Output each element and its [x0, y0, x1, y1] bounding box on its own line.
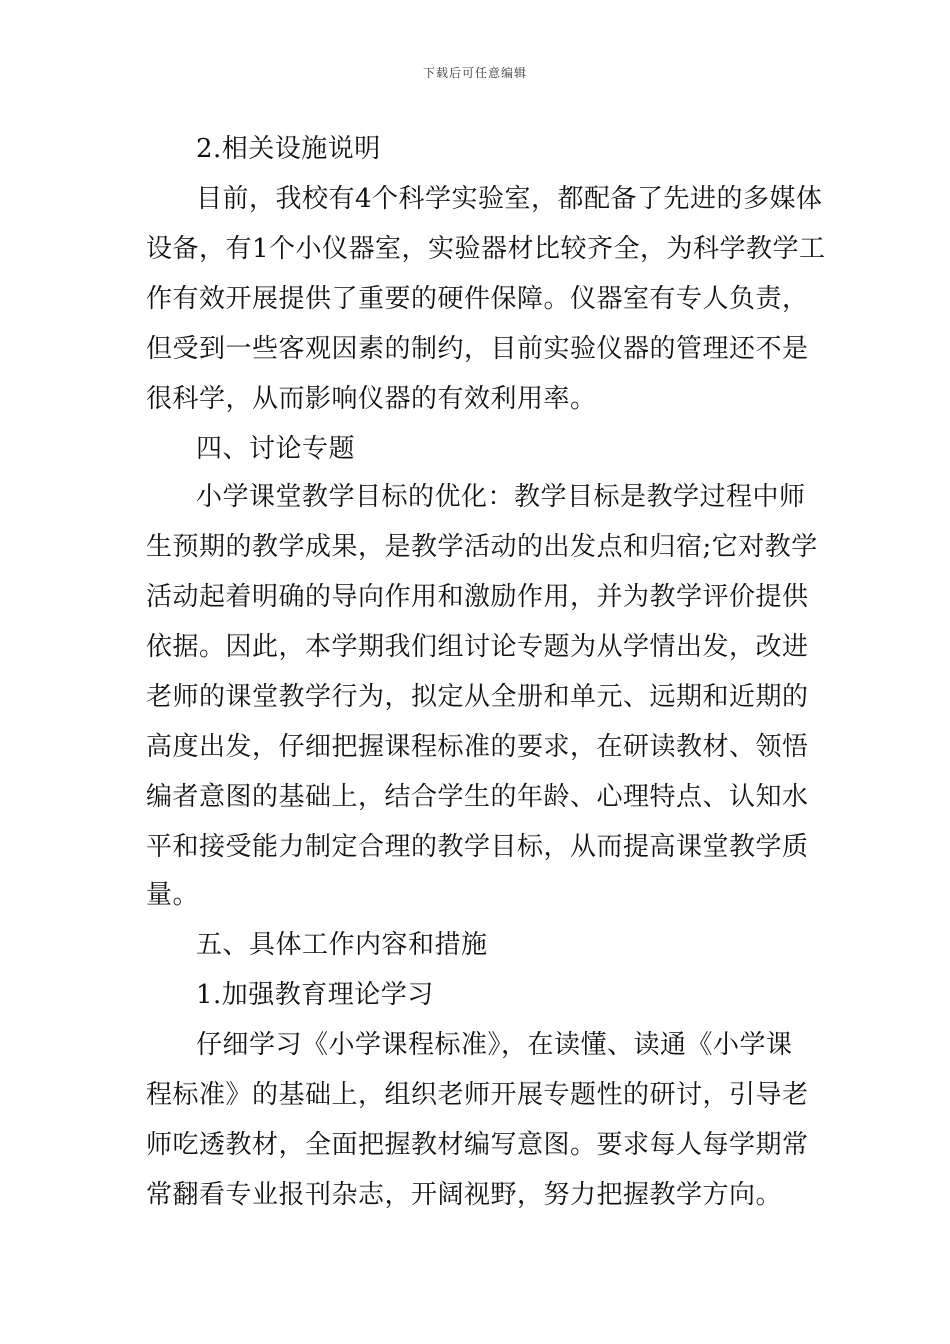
section-heading: 五、具体工作内容和措施	[196, 930, 488, 960]
paragraph-line: 高度出发，仔细把握课程标准的要求，在研读教材、领悟	[146, 732, 809, 762]
paragraph-line: 依据。因此，本学期我们组讨论专题为从学情出发，改进	[146, 632, 809, 662]
paragraph-line: 量。	[146, 880, 200, 910]
paragraph-line: 编者意图的基础上，结合学生的年龄、心理特点、认知水	[146, 782, 809, 812]
paragraph-line: 程标准》的基础上，组织老师开展专题性的研讨，引导老	[146, 1080, 809, 1110]
paragraph-line: 但受到一些客观因素的制约，目前实验仪器的管理还不是	[146, 334, 809, 364]
paragraph-line: 平和接受能力制定合理的教学目标，从而提高课堂教学质	[146, 832, 809, 862]
paragraph-line: 生预期的教学成果，是教学活动的出发点和归宿;它对教学	[146, 532, 818, 562]
paragraph-line: 仔细学习《小学课程标准》，在读懂、读通《小学课	[196, 1030, 793, 1060]
paragraph-line: 很科学，从而影响仪器的有效利用率。	[146, 384, 597, 414]
subsection-heading: 1.加强教育理论学习	[196, 980, 434, 1010]
paragraph-line: 老师的课堂教学行为，拟定从全册和单元、远期和近期的	[146, 682, 809, 712]
paragraph-line: 活动起着明确的导向作用和激励作用，并为教学评价提供	[146, 582, 809, 612]
paragraph-line: 小学课堂教学目标的优化：教学目标是教学过程中师	[196, 482, 806, 512]
paragraph-line: 作有效开展提供了重要的硬件保障。仪器室有专人负责，	[146, 284, 809, 314]
paragraph-line: 师吃透教材，全面把握教材编写意图。要求每人每学期常	[146, 1130, 809, 1160]
paragraph-line: 设备，有1个小仪器室，实验器材比较齐全，为科学教学工	[146, 234, 826, 264]
page-header: 下载后可任意编辑	[422, 66, 527, 80]
paragraph-line: 目前，我校有4个科学实验室，都配备了先进的多媒体	[196, 184, 823, 214]
paragraph-line: 常翻看专业报刊杂志，开阔视野，努力把握教学方向。	[146, 1180, 783, 1210]
section-heading: 2.相关设施说明	[196, 134, 381, 164]
section-heading: 四、讨论专题	[196, 434, 356, 464]
